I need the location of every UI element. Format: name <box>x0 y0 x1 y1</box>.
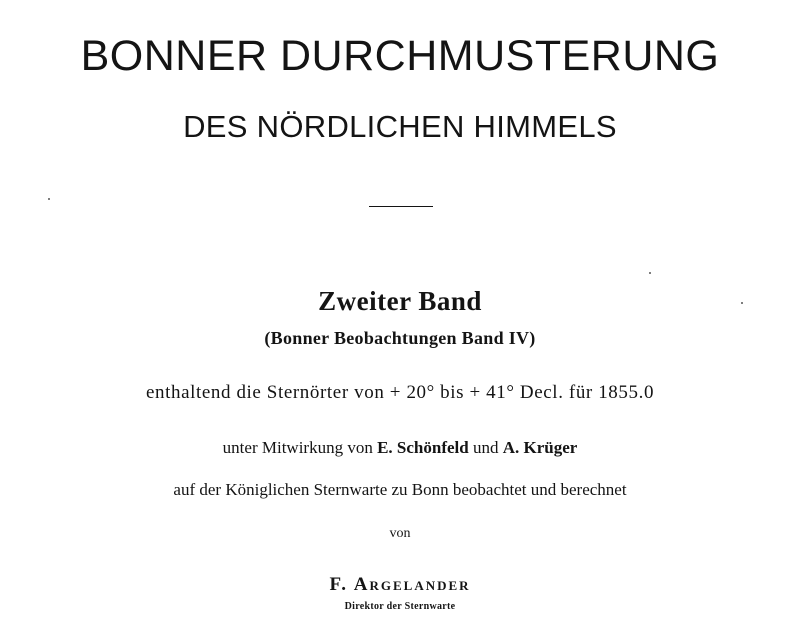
collaboration-prefix: unter Mitwirkung von <box>222 438 373 457</box>
collaboration-line <box>0 436 800 460</box>
volume-heading: Zweiter Band <box>318 286 482 316</box>
observation-place: auf der Königlichen Sternwarte zu Bonn beobachtet und berechnet <box>173 480 627 499</box>
author-name: F. Argelander <box>329 574 471 595</box>
scan-speck <box>48 198 50 200</box>
collaborator-name-1: E. Schönfeld <box>377 438 469 457</box>
author-role: Direktor der Sternwarte <box>344 601 456 612</box>
collaboration-connector: und <box>472 438 499 457</box>
by-label: von <box>389 526 411 541</box>
series-note: (Bonner Beobachtungen Band IV) <box>264 328 536 348</box>
main-title: BONNER DURCHMUSTERUNG <box>80 32 720 80</box>
collaborator-name-2: A. Krüger <box>502 438 578 457</box>
scan-speck <box>741 302 743 304</box>
contents-description: enthaltend die Sternörter von + 20° bis + 41° Decl. für 1855.0 <box>145 382 655 403</box>
divider-rule <box>369 206 433 207</box>
subtitle: DES NÖRDLICHEN HIMMELS <box>183 109 617 144</box>
scan-speck <box>649 272 651 274</box>
